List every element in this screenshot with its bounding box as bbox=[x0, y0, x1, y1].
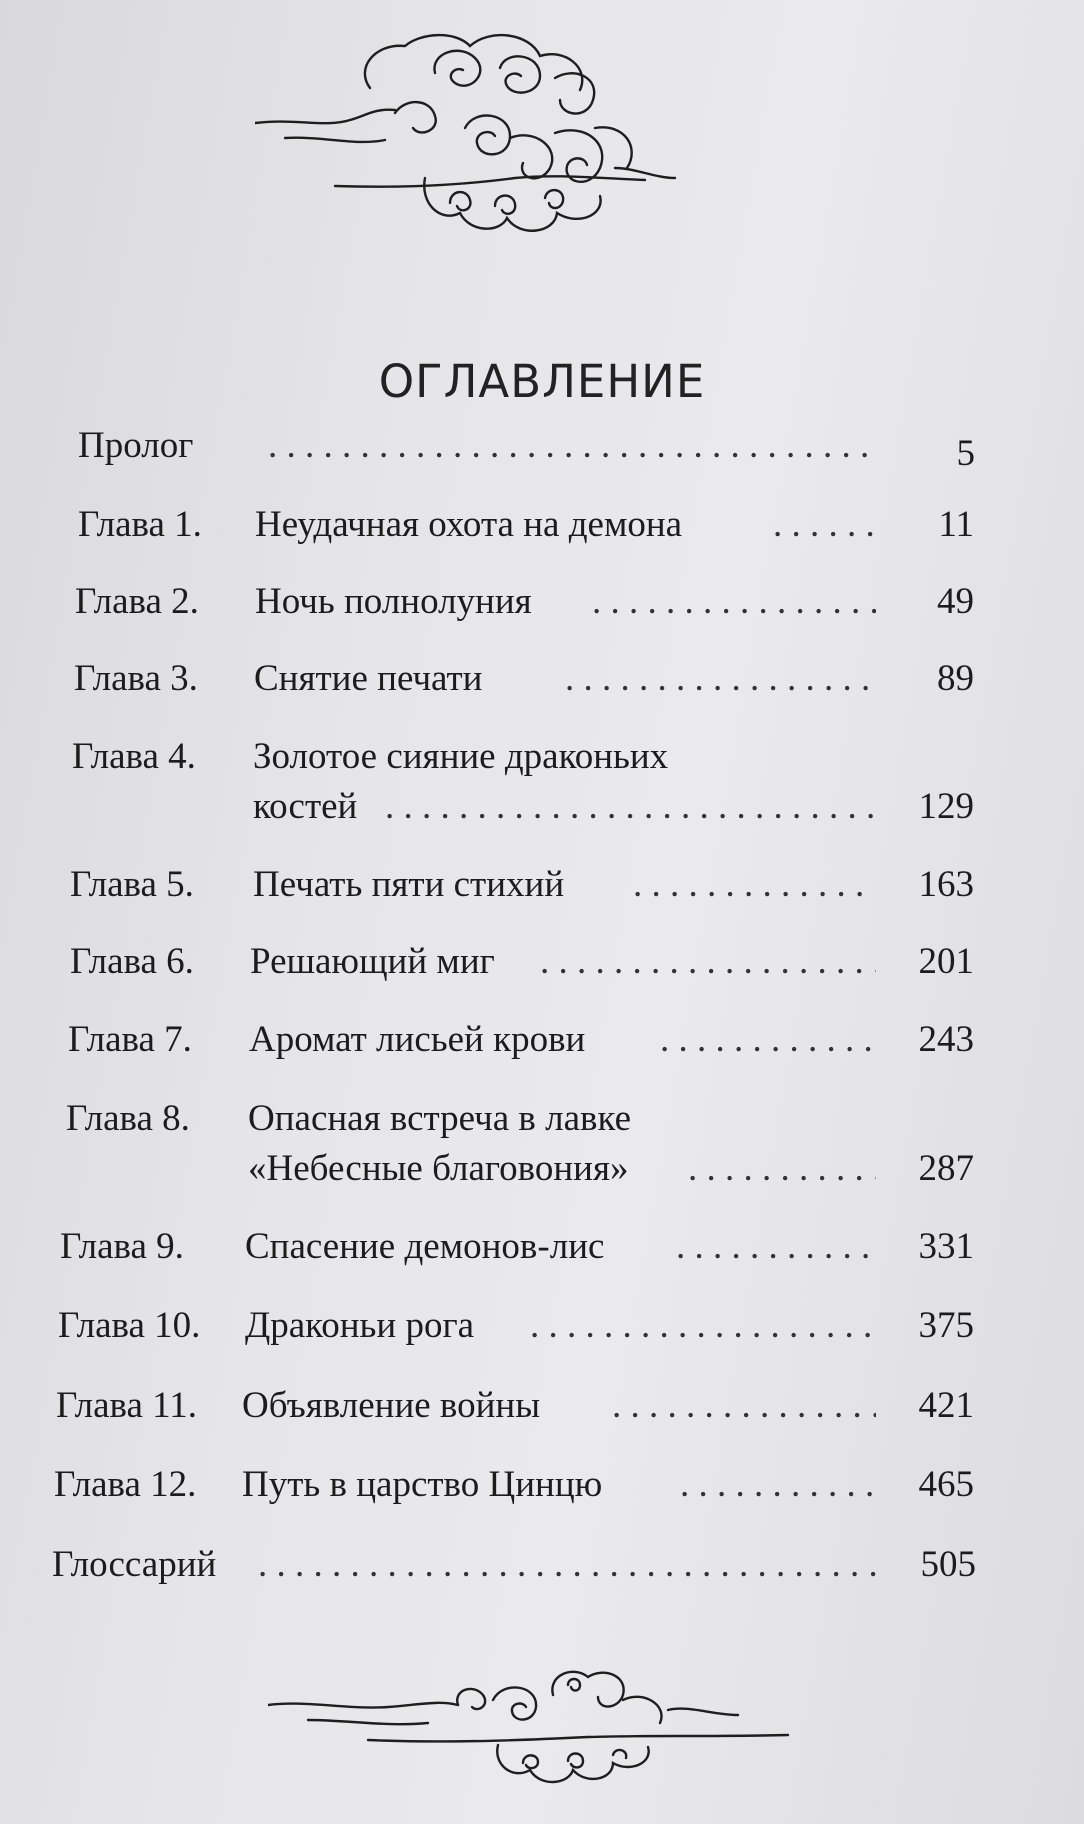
page-number: 465 bbox=[918, 1464, 974, 1505]
page-number: 11 bbox=[938, 504, 974, 545]
page-number: 129 bbox=[918, 786, 974, 827]
page-number: 505 bbox=[920, 1544, 976, 1585]
page-number: 89 bbox=[937, 658, 974, 699]
entry-label: Глава 9. bbox=[60, 1226, 184, 1267]
entry-title: Ночь полнолуния bbox=[255, 581, 532, 622]
page-number: 49 bbox=[937, 581, 974, 622]
entry-label: Глава 12. bbox=[54, 1464, 197, 1505]
dot-leader bbox=[680, 1463, 876, 1507]
entry-label: Пролог bbox=[78, 425, 194, 466]
entry-title: Золотое сияние драконьих bbox=[253, 736, 669, 777]
page-number: 243 bbox=[918, 1019, 974, 1060]
entry-title: Опасная встреча в лавке bbox=[248, 1098, 631, 1139]
entry-title: Драконьи рога bbox=[245, 1305, 475, 1346]
entry-label: Глава 6. bbox=[70, 941, 194, 982]
entry-label: Глава 2. bbox=[75, 581, 199, 622]
dot-leader bbox=[385, 785, 876, 829]
page-number: 375 bbox=[918, 1305, 974, 1346]
entry-label: Глава 5. bbox=[70, 864, 194, 905]
entry-label: Глава 4. bbox=[72, 736, 196, 777]
entry-label: Глава 8. bbox=[66, 1098, 190, 1139]
entry-title: Аромат лисьей крови bbox=[249, 1019, 586, 1060]
dot-leader bbox=[258, 1543, 876, 1587]
page-number: 163 bbox=[918, 864, 974, 905]
entry-title: Спасение демонов-лис bbox=[245, 1226, 605, 1267]
dot-leader bbox=[688, 1147, 876, 1191]
entry-title-continued: костей bbox=[253, 786, 358, 827]
entry-title: Печать пяти стихий bbox=[253, 864, 565, 905]
dot-leader bbox=[773, 503, 876, 547]
entry-title: Снятие печати bbox=[254, 658, 483, 699]
cloud-ornament-bottom bbox=[268, 1665, 828, 1795]
page-number: 421 bbox=[918, 1385, 974, 1426]
entry-label: Глава 11. bbox=[56, 1385, 198, 1426]
entry-title: Объявление войны bbox=[242, 1385, 541, 1426]
entry-label: Глоссарий bbox=[52, 1544, 217, 1585]
entry-title-continued: «Небесные благовония» bbox=[248, 1148, 629, 1189]
dot-leader bbox=[676, 1225, 876, 1269]
entry-label: Глава 10. bbox=[58, 1305, 201, 1346]
page-number: 5 bbox=[956, 433, 975, 474]
page-number: 331 bbox=[918, 1226, 974, 1267]
page-number: 201 bbox=[918, 941, 974, 982]
entry-title: Решающий миг bbox=[250, 941, 495, 982]
page-number: 287 bbox=[918, 1148, 974, 1189]
dot-leader bbox=[565, 657, 876, 701]
dot-leader bbox=[268, 424, 876, 468]
page-title: ОГЛАВЛЕНИЕ bbox=[378, 355, 706, 409]
dot-leader bbox=[530, 1304, 876, 1348]
dot-leader bbox=[660, 1018, 876, 1062]
entry-label: Глава 3. bbox=[74, 658, 198, 699]
entry-label: Глава 7. bbox=[68, 1019, 192, 1060]
dot-leader bbox=[633, 863, 876, 907]
dot-leader bbox=[592, 580, 876, 624]
dot-leader bbox=[540, 940, 876, 984]
entry-title: Путь в царство Цинцю bbox=[242, 1464, 603, 1505]
entry-title: Неудачная охота на демона bbox=[255, 504, 683, 545]
dot-leader bbox=[612, 1384, 876, 1428]
entry-label: Глава 1. bbox=[78, 504, 202, 545]
